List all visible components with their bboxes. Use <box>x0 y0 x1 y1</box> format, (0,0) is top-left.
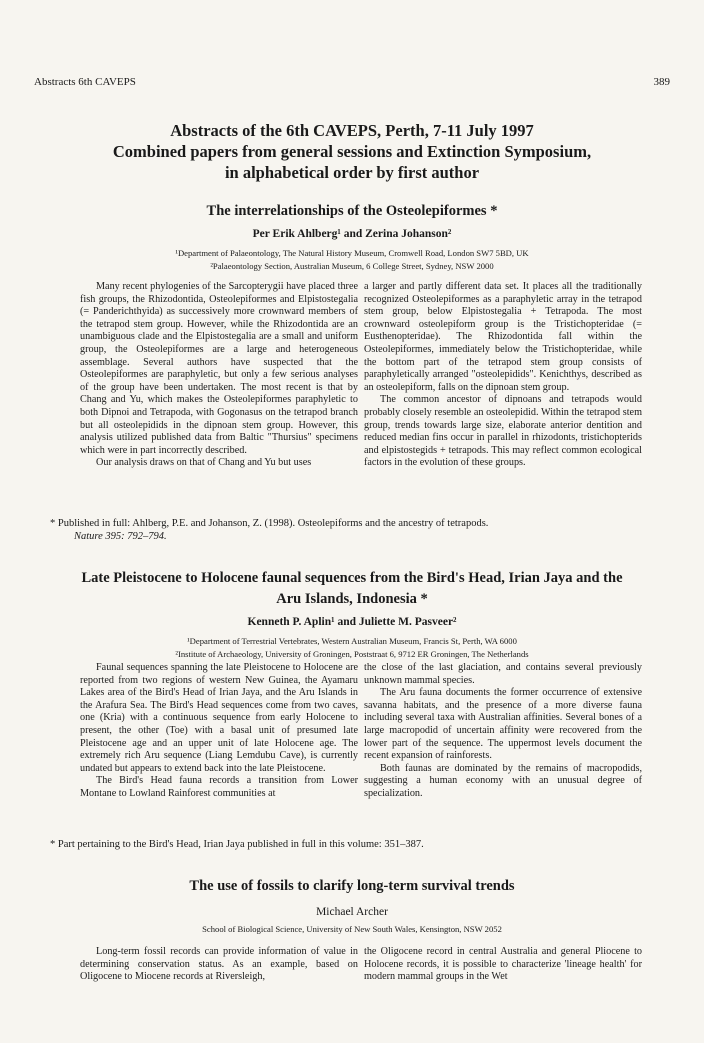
article3-right-paragraph-1: the Oligocene record in central Australia and general Pliocene to Holocene records, it is possible to characterize 'lineage health' for modern mammal groups in the Wet <box>364 946 642 983</box>
main-title-line2: Combined papers from general sessions and Extinction Symposium, <box>112 142 592 161</box>
article1-right-paragraph-1: a larger and partly different data set. It places all the traditionally recognized Osteolepiformes as a paraphyletic array in the tetrapod stem group, below Elpistostegalia + Tetrapoda. The most crownward osteolepiform group is the Tristichopteridae (= Eusthenopteridae). The Rhizodontida fall within the Osteolepiformes, immediately below the Tristichopteridae, while the bottom part of the tetrapod stem group consists of paraphyletically arranged "osteolepidids". Kenichthys, described as an osteolepiform, falls on the dipnoan stem group. <box>364 281 642 393</box>
article2-right-column <box>364 662 642 801</box>
article2-left-column <box>80 662 358 801</box>
article1-authors: Per Erik Ahlberg¹ and Zerina Johanson² <box>252 228 452 240</box>
article1-right-column <box>364 281 642 470</box>
page-number: 389 <box>653 76 670 88</box>
running-head-title: Abstracts 6th CAVEPS <box>34 76 136 88</box>
article3-title: The use of fossils to clarify long-term survival trends <box>189 878 515 894</box>
article3-right-column <box>364 946 642 984</box>
article2-title <box>40 568 664 610</box>
article1-affiliation-2: ²Palaeontology Section, Australian Museum, 6 College Street, Sydney, NSW 2000 <box>210 261 494 271</box>
main-title-line3: in alphabetical order by first author <box>224 163 480 182</box>
article2-affiliation-2: ²Institute of Archaeology, University of Groningen, Poststraat 6, 9712 ER Groningen, The Netherlands <box>175 649 529 659</box>
article1-left-paragraph-1: Many recent phylogenies of the Sarcopterygii have placed three fish groups, the Rhizodontida, Osteolepiformes and Elpistostegalia (= Panderichthyida) as successively more crownward members of the tetrapod stem group. However, while the Rhizodontida are an unambiguous clade and the Elpistostegalia are a small and uniform group, the Osteolepiformes are a large and heterogeneous assemblage. Several authors have suspected that the Osteolepiformes are paraphyletic, but only a few serious analyses of the group have been undertaken. The most recent is that by Chang and Yu, which makes the Osteolepiformes paraphyletic to both Dipnoi and Tetrapoda, with Gogonasus on the tetrapod branch but all osteolepidids in the dipnoan stem group. However, this analysis utilized published data from Baltic "Thursius" specimens which were in part incorrectly described. <box>80 281 358 456</box>
article1-title: The interrelationships of the Osteolepiformes * <box>206 203 498 219</box>
article3-left-paragraph-1: Long-term fossil records can provide information of value in determining conservation status. As an example, based on Oligocene to Miocene records at Riversleigh, <box>80 946 358 983</box>
article1-footnote-line2: Nature 395: 792–794. <box>74 531 167 542</box>
article3-affiliation: School of Biological Science, University of New South Wales, Kensington, NSW 2052 <box>202 924 502 934</box>
article3-left-column <box>80 946 358 984</box>
article1-left-column <box>80 281 358 470</box>
main-title-line1: Abstracts of the 6th CAVEPS, Perth, 7-11 July 1997 <box>170 121 534 140</box>
article3-authors: Michael Archer <box>316 906 388 918</box>
article2-affiliation-1: ¹Department of Terrestrial Vertebrates, Western Australian Museum, Francis St, Perth, WA 6000 <box>187 636 517 646</box>
article1-right-paragraph-2: The common ancestor of dipnoans and tetrapods would probably closely resemble an osteolepidid. Within the tetrapod stem group, trends towards large size, elaborate anterior dentition and reduced median fins occur in parallel in rhizodonts, tristichopterids and elpistostegids + tetrapods. This may reflect common ecological factors in the evolution of these groups. <box>364 394 642 469</box>
running-head <box>34 76 670 88</box>
article2-left-paragraph-1: Faunal sequences spanning the late Pleistocene to Holocene are reported from two regions of western New Guinea, the Ayamaru Lakes area of the Bird's Head of Irian Jaya, and the Aru Islands in the Arafura Sea. The Bird's Head sequences come from two caves, one (Kria) with a continuous sequence from early Holocene to present, the other (Toe) with a basal unit of presumed late Pleistocene age and an upper unit of late Holocene age. The extremely rich Aru sequence (Liang Lemdubu Cave), is currently undated but appears to extend back into the late Pleistocene. <box>80 662 358 774</box>
article2-title-line2: Aru Islands, Indonesia * <box>276 591 428 607</box>
article1-left-paragraph-2: Our analysis draws on that of Chang and Yu but uses <box>96 457 312 469</box>
article2-left-paragraph-2: The Bird's Head fauna records a transition from Lower Montane to Lowland Rainforest communities at <box>80 775 358 799</box>
article2-right-paragraph-3: Both faunas are dominated by the remains of macropodids, suggesting a human economy with an unusual degree of specialization. <box>364 762 642 799</box>
article1-affiliations <box>40 247 664 273</box>
article2-authors: Kenneth P. Aplin¹ and Juliette M. Pasveer² <box>247 616 457 628</box>
article2-footnote: * Part pertaining to the Bird's Head, Irian Jaya published in full in this volume: 351–387. <box>50 839 424 850</box>
article1-footnote-line1: * Published in full: Ahlberg, P.E. and Johanson, Z. (1998). Osteolepiforms and the ancestry of tetrapods. <box>50 518 489 529</box>
article2-title-line1: Late Pleistocene to Holocene faunal sequences from the Bird's Head, Irian Jaya and the <box>81 570 623 586</box>
article2-right-paragraph-2: The Aru fauna documents the former occurrence of extensive savanna habitats, and the presence of a more diverse fauna including several taxa with Australian affinities. Several bones of a large macropodid of uncertain affinity were recovered from the lower part of the sequence. The uppermost levels document the recent expansion of rainforests. <box>364 687 642 762</box>
article1-affiliation-1: ¹Department of Palaeontology, The Natural History Museum, Cromwell Road, London SW7 5BD, UK <box>175 248 529 258</box>
article2-affiliations <box>40 635 664 661</box>
article2-right-paragraph-1: the close of the last glaciation, and contains several previously unknown mammal species. <box>364 662 642 686</box>
article1-footnote <box>50 517 664 543</box>
main-title <box>40 120 664 183</box>
